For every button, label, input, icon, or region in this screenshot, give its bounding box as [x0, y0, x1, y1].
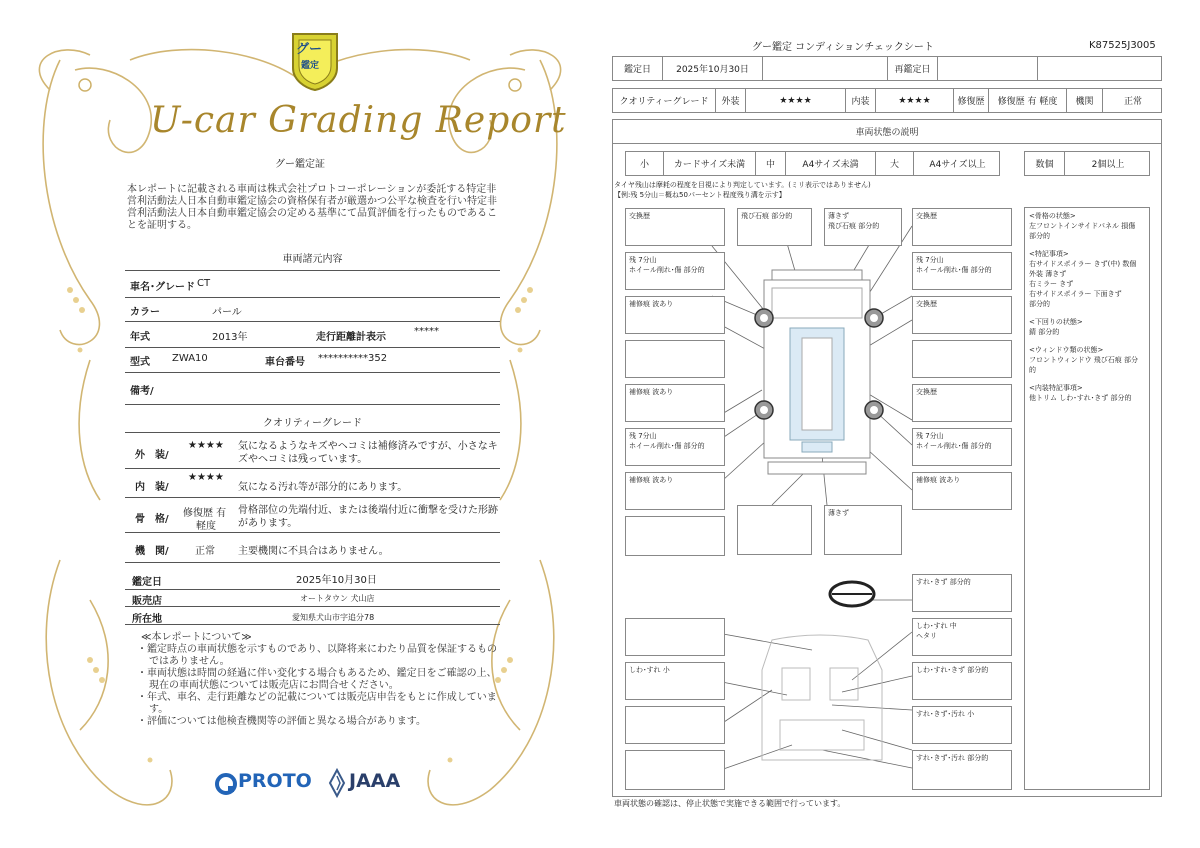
date-row: [612, 56, 1162, 81]
count-desc: 2個以上: [1091, 160, 1125, 170]
remarks-line: 部分的: [1029, 232, 1050, 240]
annotation-box: 薄きず 飛び石痕 部分的: [824, 208, 902, 246]
engine-label: 機関: [1067, 89, 1103, 112]
proto-logo-icon: [214, 772, 238, 796]
color-label: カラー: [130, 307, 160, 318]
annotation-box: 交換歴: [625, 208, 725, 246]
remarks-line: 右サイドスポイラー 下面きず: [1029, 290, 1122, 298]
annotation-box: [625, 618, 725, 656]
remarks-label: 備考/: [130, 386, 154, 397]
count-legend: [1024, 151, 1150, 176]
exterior-stars: ★★★★: [188, 440, 224, 451]
date-label: 鑑定日: [613, 57, 663, 80]
annotation-box: 交換歴: [912, 384, 1012, 422]
note-item: ・鑑定時点の車両状態を示すものであり、以降将来にわたり品質を保証するものではありません。: [137, 644, 497, 667]
chassis-label: 車台番号: [265, 357, 305, 368]
year-value: 2013年: [212, 332, 248, 343]
badge-top-text: グー: [296, 42, 323, 57]
note-item: ・車両状態は時間の経過に伴い変化する場合もあるため、鑑定日をご確認の上、現在の車両状態については販売店にお問合せください。: [137, 668, 497, 691]
size-small-desc: カードサイズ未満: [664, 152, 756, 175]
annotation-box: しわ･すれ･きず 部分的: [912, 662, 1012, 700]
chassis-value: **********352: [318, 353, 388, 364]
frame-text: 骨格部位の先端付近、または後端付近に衝撃を受けた形跡があります。: [238, 505, 498, 529]
year-label: 年式: [130, 332, 150, 343]
date-value: 2025年10月30日: [296, 575, 377, 586]
annotation-box: [625, 340, 725, 378]
remarks-line: フロントウィンドウ 飛び石痕 部分的: [1029, 356, 1139, 374]
annotation-box: 残 7分山 ホイール削れ･傷 部分的: [625, 252, 725, 290]
grade-row: [612, 88, 1162, 113]
remarks-line: <特記事項>: [1029, 250, 1069, 258]
condition-heading: 車両状態の説明: [612, 119, 1162, 144]
remarks-line: <ウィンドウ類の状態>: [1029, 346, 1104, 354]
remarks-line: <下回りの状態>: [1029, 318, 1083, 326]
color-value: パール: [212, 307, 242, 318]
address-value: 愛知県犬山市字追分78: [292, 613, 375, 622]
size-legend: [625, 151, 1000, 176]
annotation-box: 薄きず: [824, 505, 902, 555]
annotation-box: [737, 505, 812, 555]
dealer-label: 販売店: [132, 596, 162, 607]
annotation-box: しわ･すれ 小: [625, 662, 725, 700]
remarks-line: 右ミラー きず: [1029, 280, 1074, 288]
remarks-line: 部分的: [1029, 300, 1050, 308]
annotation-box: 残 7分山 ホイール削れ･傷 部分的: [625, 428, 725, 466]
annotation-box: [625, 516, 725, 556]
int-stars: ★★★★: [876, 89, 954, 112]
mileage-value: *****: [414, 326, 439, 337]
annotation-box: [625, 706, 725, 744]
engine-text: 主要機関に不具合はありません。: [238, 546, 389, 557]
engine-value: 正常: [195, 546, 215, 557]
frame-value-2: 軽度: [196, 521, 216, 532]
annotation-box: すれ･きず･汚れ 小: [912, 706, 1012, 744]
remarks-line: 右サイドスポイラー きず(中) 数個: [1029, 260, 1137, 268]
badge-bottom-text: 鑑定: [301, 61, 320, 71]
repair-label: 修復歴: [954, 89, 989, 112]
address-label: 所在地: [132, 614, 162, 625]
annotation-box: 残 7分山 ホイール削れ･傷 部分的: [912, 428, 1012, 466]
size-small: 小: [626, 152, 664, 175]
certificate-intro: 本レポートに記載される車両は株式会社プロトコーポレーションが委託する特定非営利活動法人日本自動車鑑定協会の資格保有者が厳選かつ公平な検査を行い特定非営利活動法人日本自動車鑑定協会の定める基準にて品質評価を行ったものであることを証明する。: [127, 184, 497, 231]
exterior-text: 気になるようなキズやヘコミは補修済みですが、小さなキズやヘコミは残っています。: [238, 441, 498, 465]
annotation-box: 補修痕 波あり: [625, 296, 725, 334]
frame-label: 骨 格/: [135, 514, 169, 525]
annotation-box: [625, 750, 725, 790]
engine-value: 正常: [1123, 97, 1142, 107]
repair-value: 修復歴 有 軽度: [989, 89, 1067, 112]
annotation-box: すれ･きず･汚れ 部分的: [912, 750, 1012, 790]
annotation-box: しわ･すれ 中 ヘタリ: [912, 618, 1012, 656]
sheet-title: グー鑑定 コンディションチェックシート: [752, 42, 934, 53]
note-item: ・評価については他検査機関等の評価と異なる場合があります。: [137, 716, 426, 727]
size-mid: 中: [756, 152, 786, 175]
jaaa-logo-icon: [328, 768, 346, 798]
size-large: 大: [876, 152, 914, 175]
engine-label: 機 関/: [135, 546, 169, 557]
spec-heading: 車両諸元内容: [282, 254, 343, 265]
annotation-box: 補修痕 波あり: [912, 472, 1012, 510]
annotation-box: 飛び石痕 部分的: [737, 208, 812, 246]
remarks-line: 錆 部分的: [1029, 328, 1060, 336]
model-value: ZWA10: [172, 353, 208, 364]
ext-label: 外装: [716, 89, 746, 112]
remarks-line: <骨格の状態>: [1029, 212, 1076, 220]
quality-heading: クオリティーグレード: [263, 418, 362, 429]
dealer-value: オートタウン 犬山店: [300, 594, 375, 603]
size-large-desc: A4サイズ以上: [929, 160, 986, 170]
name-value: CT: [197, 278, 211, 289]
name-label: 車名･グレード: [130, 282, 195, 293]
interior-text: 気になる汚れ等が部分的にあります。: [238, 482, 408, 493]
date-label: 鑑定日: [132, 577, 162, 588]
annotation-box: 交換歴: [912, 208, 1012, 246]
count-label: 数個: [1025, 152, 1065, 175]
interior-stars: ★★★★: [188, 472, 224, 483]
int-label: 内装: [846, 89, 876, 112]
remarks-line: <内装特記事項>: [1029, 384, 1083, 392]
annotation-box: [912, 340, 1012, 378]
redate-label: 再鑑定日: [888, 57, 938, 80]
notes-heading: ≪本レポートについて≫: [141, 632, 252, 643]
date-value: 2025年10月30日: [663, 57, 763, 80]
report-notes: [137, 632, 497, 728]
annotation-box: 交換歴: [912, 296, 1012, 334]
remarks-line: 他トリム しわ･すれ･きず 部分的: [1029, 394, 1132, 402]
annotation-box: 補修痕 波あり: [625, 472, 725, 510]
remarks-line: 左フロントインサイドパネル 損傷: [1029, 222, 1136, 230]
remarks-panel: [1024, 207, 1150, 790]
tire-note-1: タイヤ残山は摩耗の程度を目視により判定しています。(ミリ表示ではありません): [614, 181, 871, 189]
condition-check-sheet: [600, 0, 1200, 848]
ext-stars: ★★★★: [746, 89, 846, 112]
annotation-box: すれ･きず 部分的: [912, 574, 1012, 612]
sheet-id: K87525J3005: [1089, 40, 1156, 51]
proto-logo-text: PROTO: [238, 770, 312, 792]
note-item: ・年式、車名、走行距離などの記載については販売店申告をもとに作成しています。: [137, 692, 497, 715]
grade-label: クオリティーグレード: [613, 89, 716, 112]
mileage-label: 走行距離計表示: [316, 332, 386, 343]
certificate-title: グー鑑定証: [275, 159, 325, 170]
remarks-line: 外装 薄きず: [1029, 270, 1067, 278]
size-mid-desc: A4サイズ未満: [786, 152, 876, 175]
model-label: 型式: [130, 357, 150, 368]
report-title: U-car Grading Report: [150, 100, 567, 141]
interior-label: 内 装/: [135, 482, 169, 493]
frame-value-1: 修復歴 有: [183, 508, 227, 519]
annotation-box: 補修痕 波あり: [625, 384, 725, 422]
jaaa-logo-text: JAAA: [349, 770, 401, 792]
exterior-label: 外 装/: [135, 450, 169, 461]
tire-note-2: 【例:残 5分山＝概ね50パーセント程度残り溝を示す】: [614, 191, 786, 199]
annotation-box: 残 7分山 ホイール削れ･傷 部分的: [912, 252, 1012, 290]
footer-note: 車両状態の確認は、停止状態で実施できる範囲で行っています。: [614, 799, 846, 808]
